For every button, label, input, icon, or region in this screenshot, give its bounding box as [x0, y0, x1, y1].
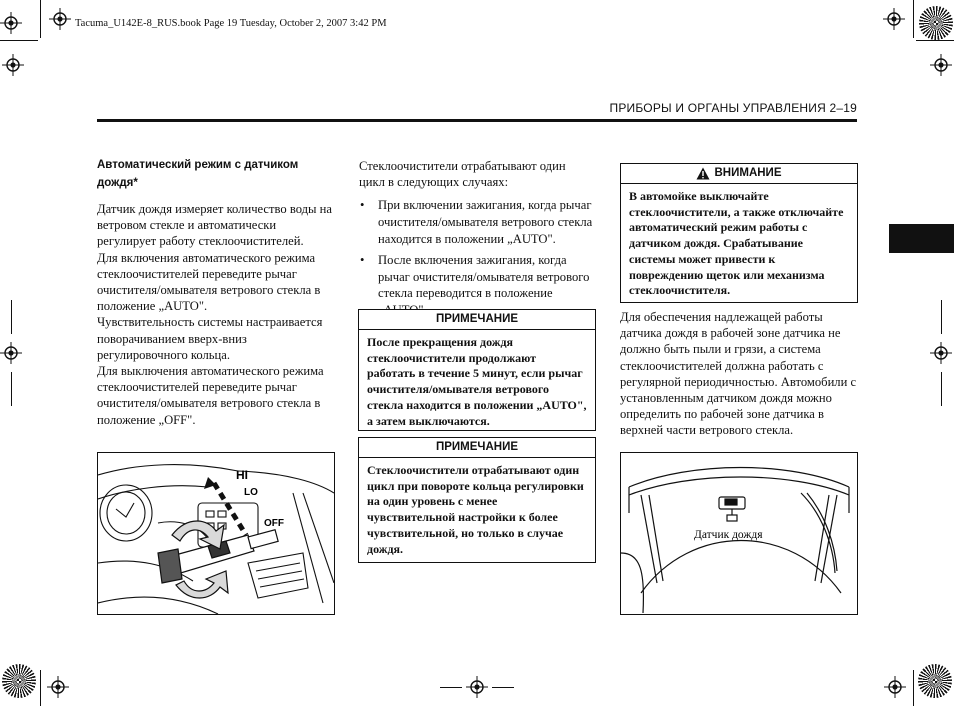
warning-header: [621, 164, 857, 184]
warning-box: [620, 163, 858, 303]
column-right: [620, 309, 860, 439]
bullet-list: [359, 197, 599, 319]
paragraph: Для выключения автоматического режима стеклоочистителей переведите рычаг очистителя/омывателя ветрового стекла в положение „OFF".: [97, 364, 324, 427]
registration-mark-icon: [883, 8, 905, 30]
bullet-icon: •: [360, 198, 365, 213]
rain-sensor-caption: Датчик дождя: [694, 529, 763, 541]
registration-mark-icon: [466, 676, 488, 698]
paragraph: Чувствительность системы настраивается поворачиванием вверх-вниз регулировочного кольца.: [97, 315, 323, 362]
list-item-text: После включения зажигания, когда рычаг очистителя/омывателя ветрового стекла переводится в положение: [378, 252, 590, 301]
color-bar-icon: [918, 664, 952, 698]
note-box: [358, 309, 596, 431]
figure-rain-sensor: [620, 452, 858, 615]
warning-title: ВНИМАНИЕ: [714, 167, 782, 179]
book-slug: Tacuma_U142E-8_RUS.book Page 19 Tuesday, October 2, 2007 3:42 PM: [75, 18, 387, 29]
label-hi: HI: [236, 468, 248, 482]
paragraph: Для обеспечения надлежащей работы датчика дождя в рабочей зоне датчика не должно быть пыли и грязи, а система стеклоочистителей должна работать с регулярной периодичностью. Автомобили с установленным датчиком дождя можно определить по рабочей зоне датчика в верхней части ветрового стекла.: [620, 310, 857, 438]
color-bar-icon: [919, 6, 953, 40]
figure-wiper-lever: [97, 452, 335, 615]
registration-mark-icon: [47, 676, 69, 698]
list-item-text: При включении зажигания, когда рычаг очистителя/омывателя ветрового стекла находится в положении „AUTO".: [378, 198, 593, 246]
label-off: OFF: [264, 518, 284, 529]
bullet-icon: •: [360, 252, 365, 267]
registration-mark-icon: [930, 342, 952, 364]
note-title: ПРИМЕЧАНИЕ: [359, 310, 595, 330]
paragraph: Датчик дождя измеряет количество воды на ветровом стекле и автоматически регулирует работу стеклоочистителей.: [97, 202, 332, 249]
windshield-illustration: [621, 453, 857, 614]
wiper-lever-illustration: [98, 453, 334, 614]
registration-mark-icon: [884, 676, 906, 698]
section-thumb-tab: [889, 224, 954, 253]
registration-mark-icon: [0, 342, 22, 364]
paragraph: Для включения автоматического режима стеклоочистителей переведите рычаг очистителя/омывателя ветрового стекла в положение „AUTO".: [97, 250, 321, 314]
warning-triangle-icon: [696, 167, 710, 180]
column-left: [97, 156, 337, 428]
registration-mark-icon: [0, 12, 22, 34]
note-text: Стеклоочистители отрабатывают один цикл при повороте кольца регулировки на один уровень с менее чувствительной настройки к более чувствительной, но только в случае дождя.: [367, 463, 584, 556]
note-box: [358, 437, 596, 563]
paragraph: Стеклоочистители отрабатывают один цикл в следующих случаях:: [359, 159, 566, 190]
list-item: [359, 197, 599, 247]
label-lo: LO: [244, 487, 258, 498]
column-middle: [359, 158, 599, 323]
note-title: ПРИМЕЧАНИЕ: [359, 438, 595, 458]
color-bar-icon: [2, 664, 36, 698]
registration-mark-icon: [49, 8, 71, 30]
running-head: ПРИБОРЫ И ОРГАНЫ УПРАВЛЕНИЯ 2–19: [609, 101, 857, 115]
section-heading: Автоматический режим с датчиком дождя*: [97, 159, 299, 189]
note-text: После прекращения дождя стеклоочистители продолжают работать в течение 5 минут, если рычаг очистителя/омывателя ветрового стекла находится в положении „AUTO", а затем выключаются.: [367, 335, 587, 428]
header-rule: [97, 119, 857, 122]
warning-text: В автомойке выключайте стеклоочистители, а также отключайте автоматический режим работы с датчиком дождя. Срабатывание системы может привести к повреждению щеток или механизма стеклоочистителя.: [629, 189, 844, 298]
registration-mark-icon: [930, 54, 952, 76]
registration-mark-icon: [2, 54, 24, 76]
